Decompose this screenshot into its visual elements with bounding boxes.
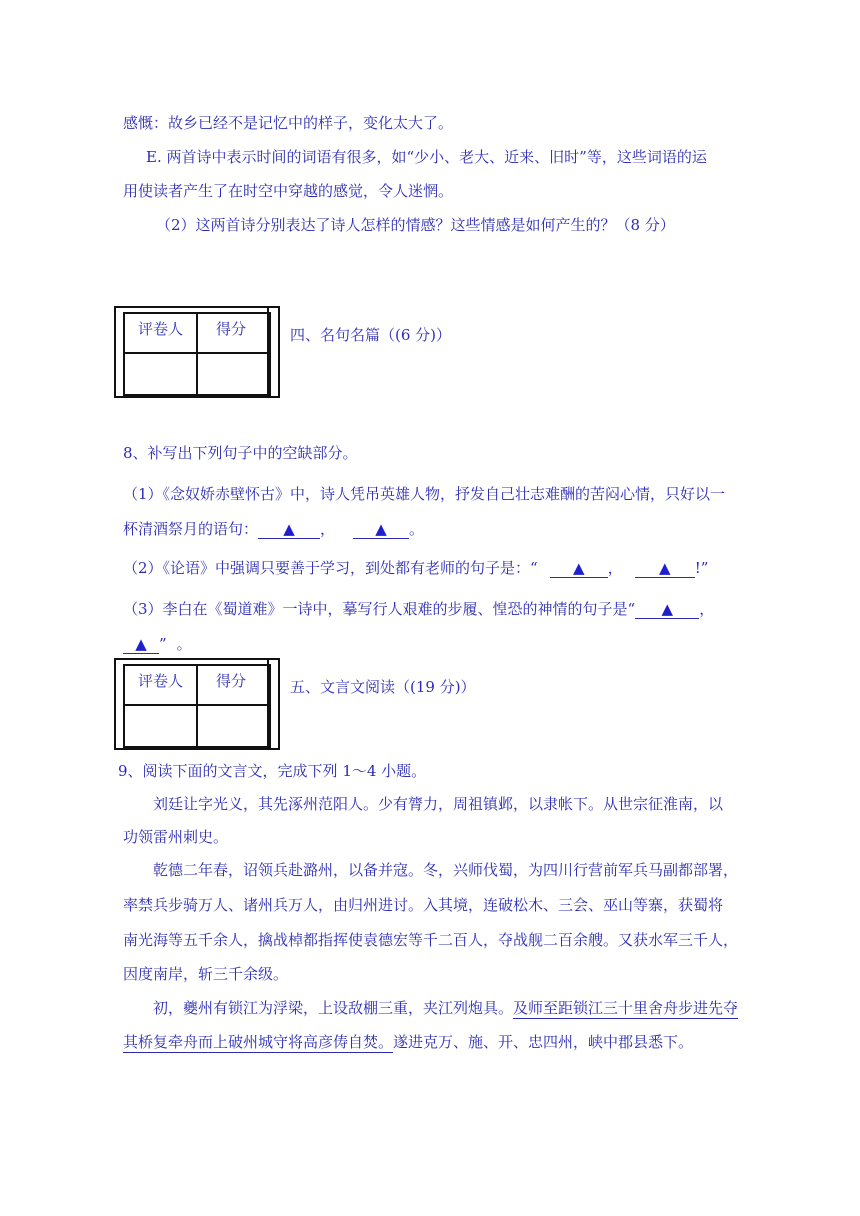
period: 。 xyxy=(176,635,192,653)
option-e-line: E. 两首诗中表示时间的词语有很多，如“少小、老大、近来、旧时”等，这些词语的运 xyxy=(146,148,707,166)
text-span: 杯清酒祭月的语句： xyxy=(123,520,259,538)
passage-line: 因度南岸，斩三千余级。 xyxy=(123,965,289,983)
passage-line xyxy=(123,1031,693,1052)
text-span: 遂进克万、施、开、忠四州，峡中郡县悉下。 xyxy=(393,1033,694,1051)
question-8-1-cont xyxy=(123,518,424,539)
grader-label: 评卷人 xyxy=(138,320,184,338)
question-8-3 xyxy=(123,598,714,619)
answer-blank: ▲ xyxy=(258,520,320,539)
question-8-1: （1）《念奴娇赤壁怀古》中，诗人凭吊英雄人物，抒发自己壮志难酬的苦闷心情，只好以一 xyxy=(123,485,726,503)
passage-line xyxy=(153,997,738,1018)
comma: ， xyxy=(320,520,336,538)
answer-blank: ▲ xyxy=(635,600,699,619)
grader-label: 评卷人 xyxy=(138,672,184,690)
answer-blank: ▲ xyxy=(635,559,695,578)
score-label: 得分 xyxy=(216,320,247,338)
text-span: （3）李白在《蜀道难》一诗中，摹写行人艰难的步履、惶恐的神情的句子是“ xyxy=(123,600,636,618)
text-span: 初，夔州有锁江为浮梁，上设敌棚三重，夹江列炮具。 xyxy=(153,999,514,1017)
question-8-2 xyxy=(123,557,708,578)
answer-blank: ▲ xyxy=(123,635,159,654)
passage-line: 刘廷让字光义，其先涿州范阳人。少有膂力，周祖镇邺，以隶帐下。从世宗征淮南，以 xyxy=(153,795,724,813)
text-line: 感慨：故乡已经不是记忆中的样子，变化太大了。 xyxy=(123,114,454,132)
passage-line: 乾德二年春，诏领兵赴潞州，以备并寇。冬，兴师伐蜀，为四川行营前军兵马副都部署， xyxy=(153,861,739,879)
text-span: ” xyxy=(159,635,167,653)
passage-line: 南光海等五千余人，擒战棹都指挥使袁德宏等千二百人，夺战舰二百余艘。又获水军三千人， xyxy=(123,931,739,949)
section-heading: 四、名句名篇（(6 分)） xyxy=(290,326,452,344)
question-7-2: （2）这两首诗分别表达了诗人怎样的情感？这些情感是如何产生的？（8 分） xyxy=(156,216,675,234)
underlined-sentence: 其桥复牵舟而上破州城守将高彦俦自焚。 xyxy=(123,1033,394,1051)
passage-line: 率禁兵步骑万人、诸州兵万人，由归州进讨。入其境，连破松木、三会、巫山等寨，获蜀将 xyxy=(123,896,724,914)
answer-blank: ▲ xyxy=(550,559,608,578)
passage-line: 功领雷州刺史。 xyxy=(123,828,229,846)
question-8-3-cont xyxy=(123,633,192,654)
answer-blank: ▲ xyxy=(353,520,409,539)
question-9-stem: 9、阅读下面的文言文，完成下列 1～4 小题。 xyxy=(118,762,427,780)
score-label: 得分 xyxy=(216,672,247,690)
text-span: !” xyxy=(694,559,709,577)
text-line: 用使读者产生了在时空中穿越的感觉，令人迷惘。 xyxy=(123,182,454,200)
question-8-stem: 8、补写出下列句子中的空缺部分。 xyxy=(123,444,358,462)
comma: ， xyxy=(607,559,623,577)
score-table xyxy=(114,306,280,398)
section-heading: 五、文言文阅读（(19 分)） xyxy=(290,678,476,696)
comma: ， xyxy=(699,600,715,618)
text-span: （2）《论语》中强调只要善于学习，到处都有老师的句子是：“ xyxy=(123,559,538,577)
score-table xyxy=(114,658,280,750)
underlined-sentence: 及师至距锁江三十里舍舟步进先夺 xyxy=(513,999,739,1017)
period: 。 xyxy=(409,520,425,538)
